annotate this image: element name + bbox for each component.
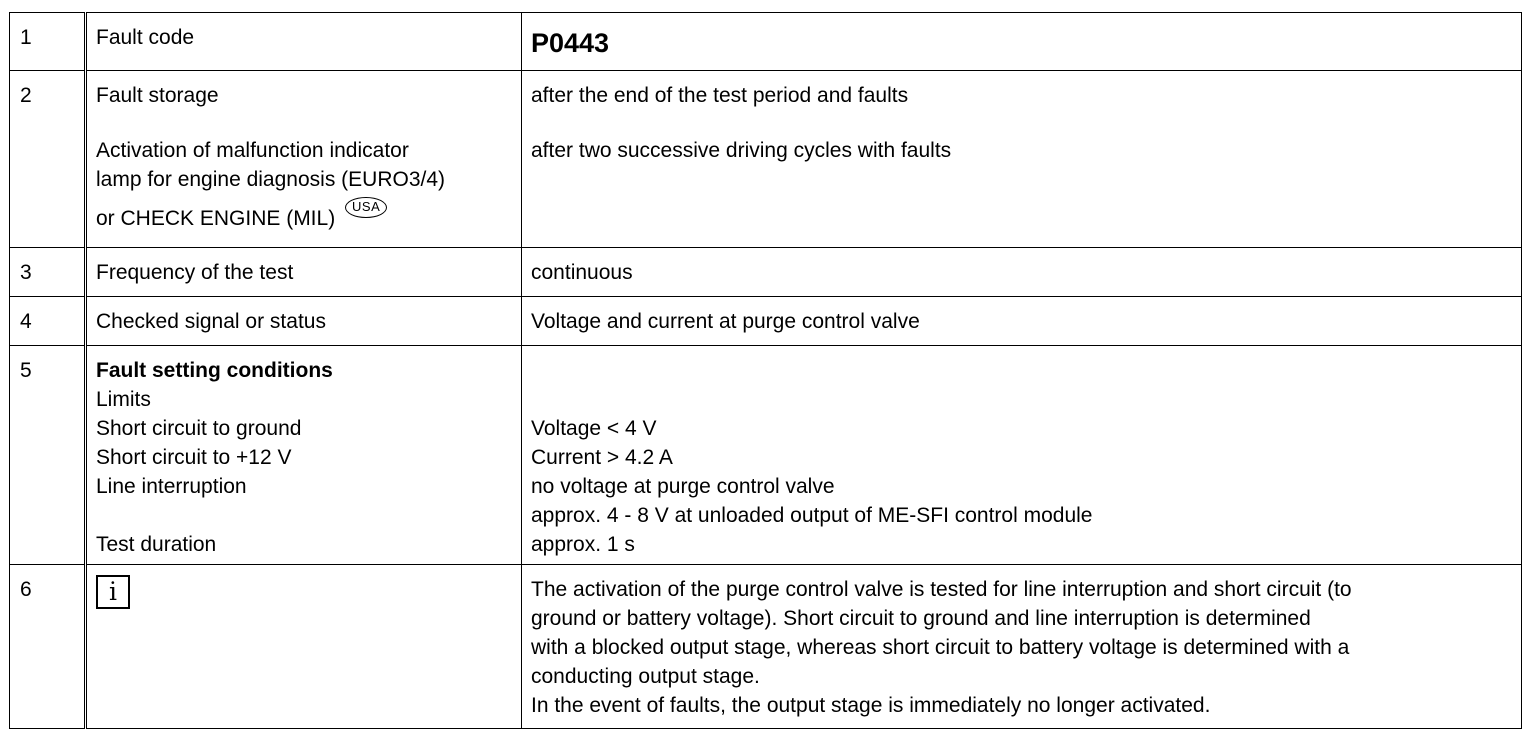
mil-activation-value: after two successive driving cycles with faults bbox=[531, 139, 952, 162]
row-number: 6 bbox=[20, 578, 32, 601]
table-row bbox=[10, 297, 1522, 346]
table-row bbox=[10, 248, 1522, 297]
test-frequency-label: Frequency of the test bbox=[96, 261, 294, 284]
fault-storage-label: Fault storage bbox=[96, 84, 219, 107]
table-row bbox=[10, 71, 1522, 248]
mil-label-line: Activation of malfunction indicator bbox=[96, 139, 409, 162]
checked-signal-value: Voltage and current at purge control valve bbox=[531, 310, 920, 333]
row-number: 5 bbox=[20, 359, 32, 382]
condition-label: Line interruption bbox=[96, 475, 247, 498]
row-number: 2 bbox=[20, 84, 32, 107]
condition-value: Voltage < 4 V bbox=[531, 417, 657, 440]
fault-code-value: P0443 bbox=[531, 28, 610, 58]
table-row bbox=[10, 565, 1522, 729]
mil-label-line: lamp for engine diagnosis (EURO3/4) bbox=[96, 168, 446, 191]
fault-conditions-heading: Fault setting conditions bbox=[96, 359, 333, 382]
limits-label: Limits bbox=[96, 388, 151, 411]
condition-value: Current > 4.2 A bbox=[531, 446, 673, 469]
table-row bbox=[10, 13, 1522, 71]
condition-value: no voltage at purge control valve bbox=[531, 475, 835, 498]
row-number: 1 bbox=[20, 26, 32, 49]
checked-signal-label: Checked signal or status bbox=[96, 310, 326, 333]
fault-storage-value: after the end of the test period and faults bbox=[531, 84, 909, 107]
fault-table bbox=[9, 12, 1522, 729]
condition-label: Short circuit to ground bbox=[96, 417, 302, 440]
usa-badge-icon: USA bbox=[345, 197, 387, 218]
mil-label-line: or CHECK ENGINE (MIL) bbox=[96, 207, 336, 230]
note-line: The activation of the purge control valve is tested for line interruption and short circuit (to bbox=[531, 578, 1352, 601]
info-icon: i bbox=[96, 575, 130, 609]
fault-code-label: Fault code bbox=[96, 26, 195, 49]
row-number: 3 bbox=[20, 261, 32, 284]
test-duration-value: approx. 1 s bbox=[531, 533, 635, 556]
note-line: with a blocked output stage, whereas short circuit to battery voltage is determined with a bbox=[531, 636, 1350, 659]
note-line: conducting output stage. bbox=[531, 665, 760, 688]
condition-extra-value: approx. 4 - 8 V at unloaded output of ME-SFI control module bbox=[531, 504, 1093, 527]
note-line: ground or battery voltage). Short circuit to ground and line interruption is determined bbox=[531, 607, 1311, 630]
table-row bbox=[10, 346, 1522, 565]
test-frequency-value: continuous bbox=[531, 261, 633, 284]
row-number: 4 bbox=[20, 310, 32, 333]
condition-label: Short circuit to +12 V bbox=[96, 446, 292, 469]
note-line: In the event of faults, the output stage is immediately no longer activated. bbox=[531, 694, 1211, 717]
test-duration-label: Test duration bbox=[96, 533, 217, 556]
